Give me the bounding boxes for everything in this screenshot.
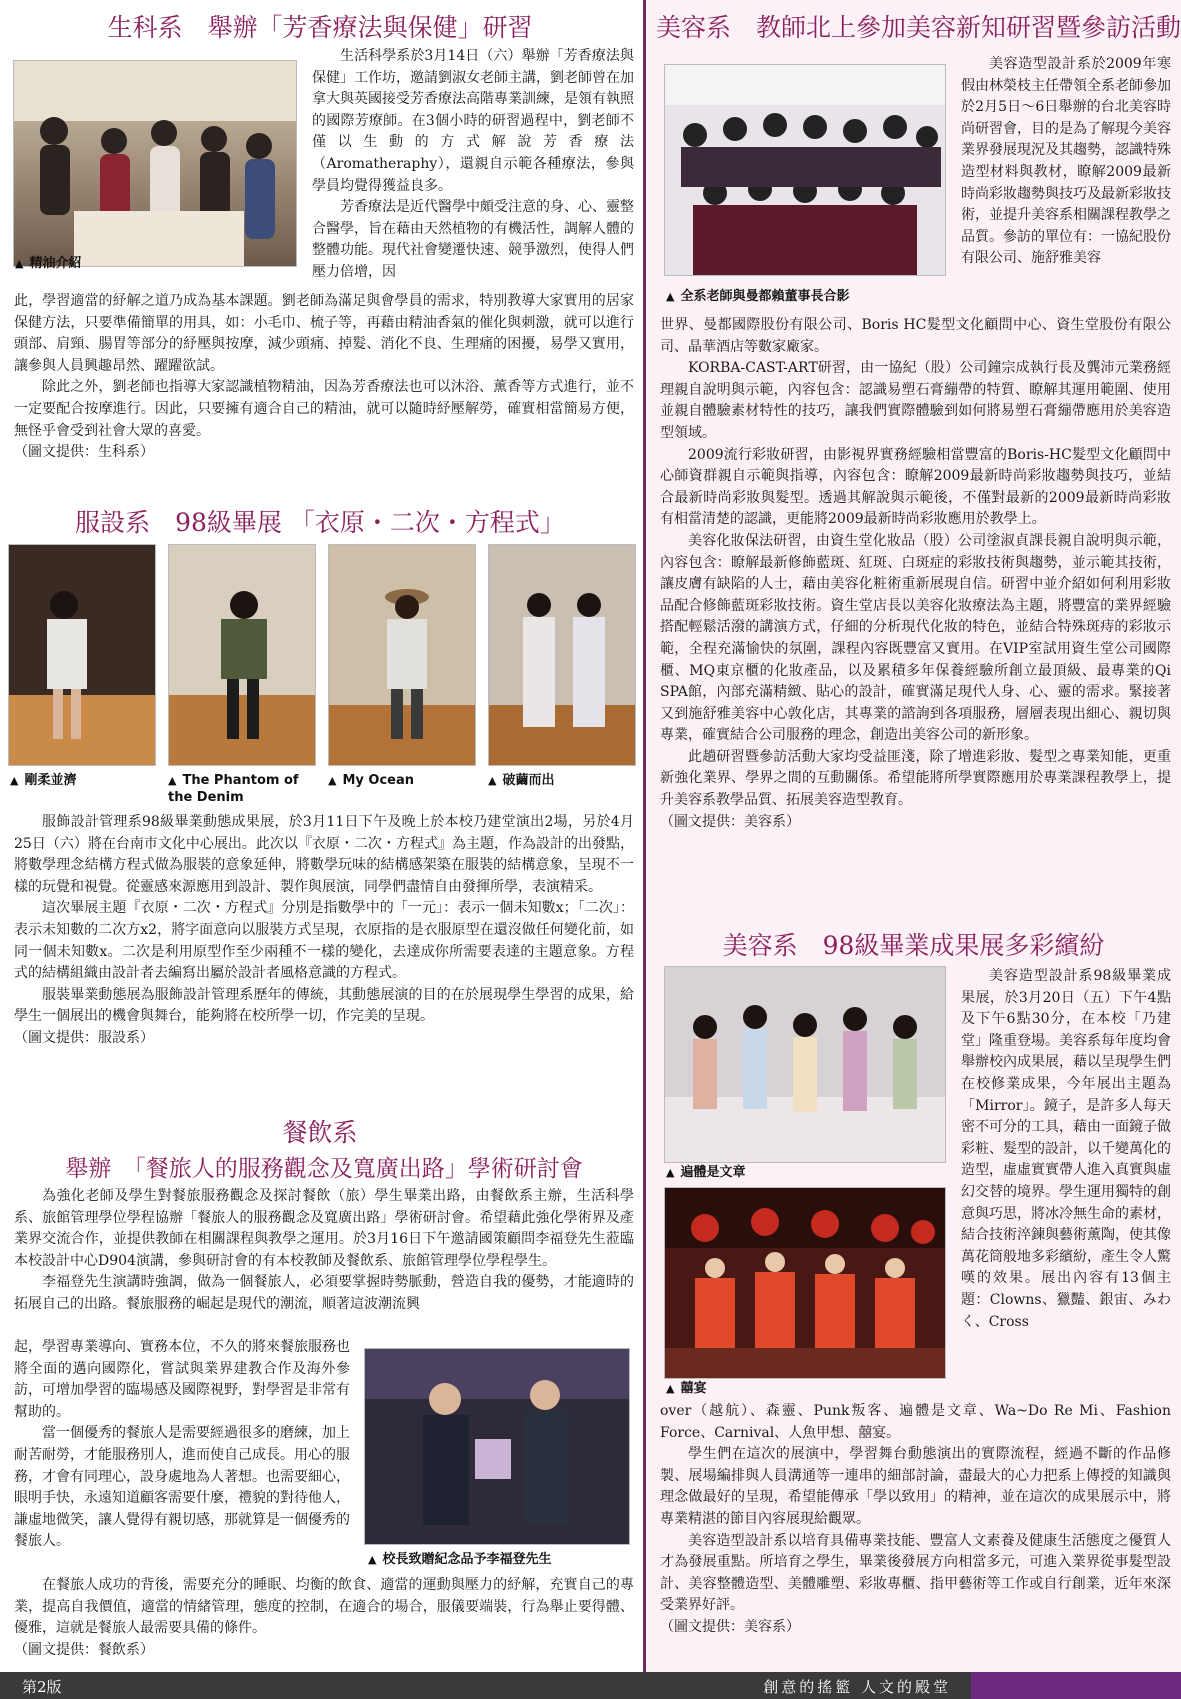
s3-photo-caption xyxy=(368,1551,551,1568)
s2-caption-2 xyxy=(168,772,318,806)
s4-paragraph-1-rest: 世界、曼都國際股份有限公司、Boris HC髮型文化顧問中心、資生堂股份有限公司、晶華酒店等數家廠家。 xyxy=(660,317,1171,355)
s4-paragraph-1-start: 美容造型設計系於2009年寒假由林榮枝主任帶領全系老師參加於2月5日～6日舉辦的台北美容時尚研習會，目的是為了解現今美容業界發展現況及其趨勢，認識特殊造型材料與教材，瞭解2009最新時尚彩妝趨勢與技巧及最新彩妝技術，並提升美容系相關課程教學之品質。參訪的單位有：一協紀股份有限公司、施舒雅美容 xyxy=(961,56,1171,267)
s1-headline: 生科系 舉辦「芳香療法與保健」研習 xyxy=(107,13,533,42)
s1-paragraph-3: 除此之外，劉老師也指導大家認識植物精油，因為芳香療法也可以沐浴、薰香等方式進行，並不一定要配合按摩進行。因此，只要擁有適合自己的精油，就可以隨時紓壓解勞，確實相當簡易方便，無怪乎會受到社會大眾的喜愛。 xyxy=(14,379,634,439)
triangle-icon: ▲ xyxy=(666,1382,675,1395)
s2-paragraph-1: 服飾設計管理系98級畢業動態成果展，於3月11日下午及晚上於本校乃建堂演出2場，另於4月25日（六）將在台南市文化中心展出。此次以『衣原・二次・方程式』為主題，作為設計的出發點，將數學理念結構方程式做為服裝的意象延伸，將數學玩味的結構感架築在服裝的結構意象，呈現不一樣的玩覺和視覺。從靈感來源應用到設計、製作與展演，同學們盡情自由發揮所學，表演精采。 xyxy=(14,814,634,895)
footer-accent-block xyxy=(971,1672,1181,1699)
s2-caption-1-text: 剛柔並濟 xyxy=(24,773,77,788)
s5-body-bottom xyxy=(660,1401,1171,1639)
s3-paragraph-2-start: 李福登先生演講時強調，做為一個餐旅人，必須要掌握時勢脈動，營造自我的優勢，才能適時的拓展自己的出路。餐旅服務的崛起是現代的潮流，順著這波潮流興 xyxy=(14,1274,634,1312)
s3-paragraph-3: 當一個優秀的餐旅人是需要經過很多的磨練，加上耐苦耐勞，才能服務別人，進而使自己成長。用心的服務，才會有同理心，設身處地為人著想。也需要細心，眼明手快，永遠知道顧客需要什麼，禮貌的對待他人，謙虛地微笑，讓人覺得有親切感，那就算是一個優秀的餐旅人。 xyxy=(14,1425,350,1550)
s5-body-top xyxy=(961,966,1171,1333)
s3-caption-text: 校長致贈紀念品予李福登先生 xyxy=(382,1552,552,1567)
s2-photo-1 xyxy=(8,544,156,766)
s3-body-top xyxy=(14,1186,634,1316)
s1-photo-aroma xyxy=(13,60,297,267)
s2-caption-4-text: 破繭而出 xyxy=(502,773,555,788)
s2-photo-3 xyxy=(328,544,476,766)
s5-credit: （圖文提供：美容系） xyxy=(660,1618,800,1635)
s3-credit: （圖文提供：餐飲系） xyxy=(14,1641,154,1658)
s4-body-top xyxy=(961,54,1171,270)
s1-credit: （圖文提供：生科系） xyxy=(14,444,154,461)
s2-body xyxy=(14,812,634,1050)
s4-headline: 美容系 教師北上參加美容新知研習暨參訪活動 xyxy=(656,13,1181,42)
s5-paragraph-1-start: 美容造型設計系98級畢業成果展，於3月20日（五）下午4點及下午6點30分，在本校「乃建堂」隆重登場。美容系每年度均會舉辦校內成果展，藉以呈現學生們在校修業成果，今年展出主題為「Mirror」。鏡子，是許多人每天密不可分的工具，藉由一面鏡子做彩粧、髮型的設計，以千變萬化的造型，虛虛實實帶人進入真實與虛幻交替的境界。學生運用獨特的創意與巧思，將冰冷無生命的素材，結合技術淬鍊與藝術薰陶，使其像萬花筒般地多彩繽紛，產生令人驚嘆的效果。展出內容有13個主題：Clowns、獵豔、銀宙、みわく、Cross xyxy=(961,968,1171,1330)
triangle-icon: ▲ xyxy=(488,774,497,787)
s5-headline: 美容系 98級畢業成果展多彩繽紛 xyxy=(722,931,1105,960)
s4-paragraph-2: KORBA-CAST-ART研習，由一協紀（股）公司鐘宗成執行長及龔沛元業務經理親自說明與示範，內容包含：認識易塑石膏繃帶的特質、瞭解其運用範圍、使用並親自體驗素材特性的技巧，讓我們實際體驗到如何將易塑石膏繃帶應用於美容造型領域。 xyxy=(660,360,1171,441)
s5-caption-1-text: 遍體是文章 xyxy=(680,1165,746,1180)
triangle-icon: ▲ xyxy=(168,774,177,787)
s1-body-bottom xyxy=(14,291,634,464)
s5-photo-1 xyxy=(664,966,946,1163)
triangle-icon: ▲ xyxy=(15,257,24,270)
s1-photo-caption xyxy=(15,255,81,272)
s4-paragraph-4: 美容化妝保法研習，由資生堂化妝品（股）公司塗淑貞課長親自說明與示範，內容包含：瞭解最新修飾藍斑、紅斑、白斑症的彩妝技術與趨勢，並示範其技術，讓皮膚有缺陷的人士，藉由美容化粧術重新展現自信。研習中並介紹如何利用彩妝品配合修飾藍斑彩妝技術。資生堂店長以美容化妝療法為主題，將豐富的業界經驗搭配輕鬆活潑的講演方式，仔細的分析現代化妝的特色，並結合特殊斑痔的彩妝示範，全程充滿愉快的氛圍，課程內容既豐富又實用。在VIP室試用資生堂公司國際櫃、MQ東京櫃的化妝產品，以及累積多年保養經驗所創立最頂級、最專業的Qi SPA館，內部充滿精緻、貼心的設計，確實滿足現代人身、心、靈的需求。緊接著又到施舒雅美容中心敦化店，其專業的諮詢到各項服務，層層表現出細心、親切與專業，確實結合公司服務的理念，創造出美容公司的新形象。 xyxy=(660,532,1171,744)
s2-caption-4 xyxy=(488,772,554,789)
s3-paragraph-4: 在餐旅人成功的背後，需要充分的睡眠、均衡的飲食、適當的運動與壓力的紓解，充實自己的專業，提高自我價值，適當的情緒管理，態度的控制，在適合的場合，服儀要端裝，行為舉止要得體、優雅，這就是餐旅人最需要具備的條件。 xyxy=(14,1577,634,1637)
footer-slogan: 創意的搖籃 人文的殿堂 xyxy=(763,1678,951,1696)
s3-headline: 餐飲系 xyxy=(282,1118,358,1147)
triangle-icon: ▲ xyxy=(666,1166,675,1179)
s4-paragraph-5: 此趟研習暨參訪活動大家均受益匪淺，除了增進彩妝、髮型之專業知能，更重新強化業界、學界之間的互動關係。希望能將所學實際應用於專業課程教學上，提升美容系教學品質、拓展美容造型教育。 xyxy=(660,748,1171,809)
s5-caption-1 xyxy=(666,1164,745,1181)
s5-caption-2-text: 囍宴 xyxy=(680,1381,707,1396)
s3-photo-ceremony xyxy=(364,1348,630,1545)
s2-caption-1 xyxy=(10,772,76,789)
s4-photo-caption xyxy=(666,288,849,305)
s4-body-bottom xyxy=(660,315,1171,833)
s2-photo-4 xyxy=(488,544,636,766)
s5-paragraph-1-rest: over（越航）、森靈、Punk叛客、遍體是文章、Wa~Do Re Mi、Fashion Force、Carnival、人魚甲想、囍宴。 xyxy=(660,1403,1171,1441)
s5-paragraph-2: 學生們在這次的展演中，學習舞台動態演出的實際流程，經過不斷的作品修製、展場編排與人員溝通等一連串的細部討論，盡最大的心力把系上傳授的知識與理念做最好的呈現，希望能傳承「學以致用」的精神，並在這次的成果展示中，將專業精湛的節目內容展現給觀眾。 xyxy=(660,1446,1171,1527)
triangle-icon: ▲ xyxy=(368,1553,377,1566)
triangle-icon: ▲ xyxy=(328,774,337,787)
triangle-icon: ▲ xyxy=(666,290,675,303)
s1-paragraph-2-start: 芳香療法是近代醫學中頗受注意的身、心、靈整合醫學，旨在藉由天然植物的有機活性，調解人體的整體功能。現代社會變遷快速、競爭激烈，使得人們壓力倍增，因 xyxy=(312,199,634,280)
s2-photo-2 xyxy=(168,544,316,766)
s1-paragraph-1: 生活科學系於3月14日（六）舉辦「芳香療法與保健」工作坊，邀請劉淑女老師主講，劉老師曾在加拿大與英國接受芳香療法高階專業訓練，是領有執照的國際芳療師。在3個小時的研習過程中，劉老師不僅以生動的方式解說芳香療法（Aromatheraphy），還親自示範各種療法，參與學員均覺得獲益良多。 xyxy=(312,48,634,194)
page-footer xyxy=(0,1672,1181,1699)
page-number: 第2版 xyxy=(22,1678,62,1696)
s3-paragraph-2-rest: 起，學習專業導向、實務本位，不久的將來餐旅服務也將全面的邁向國際化，嘗試與業界建教合作及海外參訪，可增加學習的臨場感及國際視野，對學習是非常有幫助的。 xyxy=(14,1339,350,1420)
s4-caption-text: 全系老師與曼都賴董事長合影 xyxy=(680,289,850,304)
s3-subheadline: 舉辦 「餐旅人的服務觀念及寬廣出路」學術研討會 xyxy=(65,1156,583,1182)
s2-headline: 服設系 98級畢展 「衣原・二次・方程式」 xyxy=(75,508,565,537)
s3-body-bottom xyxy=(14,1575,634,1661)
s5-caption-2 xyxy=(666,1380,706,1397)
s5-photo-2 xyxy=(664,1187,946,1379)
triangle-icon: ▲ xyxy=(10,774,19,787)
s2-paragraph-2: 這次畢展主題『衣原・二次・方程式』分別是指數學中的「一元」：表示一個未知數x；「二次」：表示未知數的二次方x2，將字面意向以服裝方式呈現，衣原指的是衣服原型在還沒做任何變化前，如同一個未知數x。二次是利用原型作至少兩種不一樣的變化，去達成你所需要表達的主題意象。方程式的結構組織由設計者去編寫出屬於設計者風格意識的方程式。 xyxy=(14,900,634,982)
s1-paragraph-2-rest: 此，學習適當的紓解之道乃成為基本課題。劉老師為滿足與會學員的需求，特別教導大家實用的居家保健方法，只要準備簡單的用具，如：小毛巾、梳子等，再藉由精油香氣的催化與刺激，就可以進行頭部、肩頸、腸胃等部分的紓壓與按摩，減少頭痛、掉髮、消化不良、生理痛的困擾，易學又實用，讓參與人員興趣昂然、躍躍欲試。 xyxy=(14,293,634,374)
s4-paragraph-3: 2009流行彩妝研習，由影視界實務經驗相當豐富的Boris-HC髮型文化顧問中心師資群親自示範與指導，內容包含：瞭解2009最新時尚彩妝趨勢與技巧，並結合最新時尚彩妝與髮型。透過其解說與示範後，不僅對最新的2009最新時尚彩妝有相當清楚的認識，更能將2009最新時尚彩妝應用於教學上。 xyxy=(660,446,1171,528)
s3-paragraph-1: 為強化老師及學生對餐旅服務觀念及探討餐飲（旅）學生畢業出路，由餐飲系主辦，生活科學系、旅館管理學位學程協辦「餐旅人的服務觀念及寬廣出路」學術研討會。希望藉此強化學術界及產業界交流合作，並提供教師在相關課程與教學之運用。於3月16日下午邀請國策顧問李福登先生蒞臨本校設計中心D904演講，參與研討會的有本校教師及餐飲系、旅館管理學位學程學生。 xyxy=(14,1188,634,1269)
s1-caption-text: 精油介紹 xyxy=(29,256,82,271)
s2-paragraph-3: 服裝畢業動態展為服飾設計管理系歷年的傳統，其動態展演的目的在於展現學生學習的成果，給學生一個展出的機會與舞台，能夠將在校所學一切，作完美的呈現。 xyxy=(14,986,634,1025)
s4-credit: （圖文提供：美容系） xyxy=(660,813,800,830)
s2-caption-3-text: My Ocean xyxy=(342,773,415,788)
s2-caption-2-text: The Phantom of the Denim xyxy=(168,773,299,805)
s3-body-middle xyxy=(14,1337,350,1553)
s2-caption-3 xyxy=(328,772,414,789)
column-divider xyxy=(643,0,646,1672)
s4-photo-group xyxy=(664,64,946,276)
s1-body-top xyxy=(312,46,634,284)
s5-paragraph-3: 美容造型設計系以培育具備專業技能、豐富人文素養及健康生活態度之優質人才為發展重點。所培育之學生，畢業後發展方向相當多元，可進入業界從事髮型設計、美容整體造型、美體雕塑、彩妝專櫃、指甲藝術等工作或自行創業，近年來深受業界好評。 xyxy=(660,1532,1171,1614)
s2-credit: （圖文提供：服設系） xyxy=(14,1029,154,1046)
